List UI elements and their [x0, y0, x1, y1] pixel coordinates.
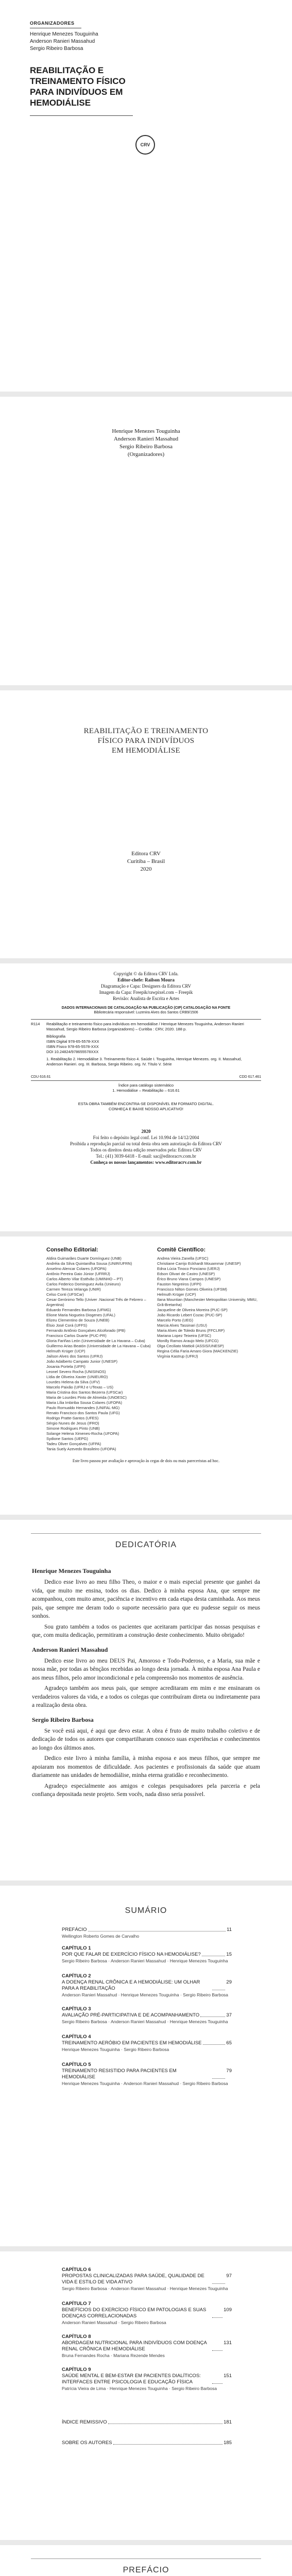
title-line: FÍSICO PARA INDIVÍDUOS [97, 737, 195, 745]
council-member: Simone Rodrigues Pinto (UNB) [46, 1426, 100, 1431]
toc-title-line [62, 2068, 232, 2080]
council-member: Helmuth Krüger (UCP) [157, 1292, 196, 1297]
council-member: Marcia Alves Tassinari (USU) [157, 1323, 207, 1328]
cover-title-line: PARA INDIVÍDUOS EM [30, 87, 123, 97]
dedication-body [32, 1561, 260, 1801]
scientific-council-list [157, 1256, 260, 1359]
legal-deposit: Foi feito o depósito legal conf. Lei 10.994 de 14/12/2004 [93, 1135, 199, 1140]
council-member: Regina Célia Faria Amaro Giora (MACKENZIE) [157, 1349, 238, 1353]
copyright-credits [0, 971, 292, 1002]
toc-authors: Anderson Ranieri Massahud · Henrique Menezes Touguinha · Sergio Ribeiro Barbosa [62, 1992, 229, 1997]
toc-page-number: 79 [226, 2068, 232, 2074]
council-member: Renato Francisco dos Santos Paula (UFG) [46, 1411, 120, 1415]
toc-title-line [62, 1979, 232, 1992]
toc-authors: Wellington Roberto Gomes de Carvalho [62, 1934, 140, 1939]
toc-page-number: 65 [226, 2040, 232, 2046]
cover-page [0, 0, 292, 392]
dedication-paragraph: Agradeço também aos meus pais, que sempre acreditaram em mim e me ensinaram os verdadeiros valores da vida, e a todos os colegas que contribuíram direta ou indiretamente para a realização desta obra. [32, 1685, 260, 1708]
council-member: Lourdes Helena da Silva (UFV) [46, 1380, 100, 1384]
council-member: Ilana Mountian (Manchester Metropolitan University, MMU, Grã-Bretanha) [157, 1297, 257, 1307]
catalog-heading-text: DADOS INTERNACIONAIS DE CATALOGAÇÃO NA PUBLICAÇÃO (CIP) CATALOGAÇÃO NA FONTE [61, 1006, 231, 1010]
publication-year: 2020 [140, 866, 152, 872]
toc-authors: Bruna Fernandes Rocha · Mariana Rezende Mendes [62, 2353, 165, 2358]
toc-title: AVALIAÇÃO PRÉ-PARTICIPATIVA E DE ACOMPANHAMENTO [62, 2012, 200, 2018]
toc-chapter-label: CAPÍTULO 9 [62, 2367, 91, 2372]
toc-title: TREINAMENTO RESISTIDO PARA PACIENTES EM HEMODIÁLISE [62, 2068, 177, 2080]
council-member: Tadeu Oliver Gonçalves (UFPA) [46, 1442, 101, 1446]
doi: DOI 10.24824/978655578XXX [46, 1049, 99, 1054]
toc-entry[interactable] [62, 2062, 232, 2087]
toc-title-line [62, 1952, 232, 1958]
isbn-physical: ISBN Físico 978-65-5578-XXX [46, 1044, 99, 1049]
council-member: Maria Alves de Toledo Bruns (FFCLRP) [157, 1328, 225, 1333]
council-member: Olga Ceciliato Mattioli (ASSIS/UNESP) [157, 1344, 224, 1348]
cip-bibliography: Bibliografia [46, 1034, 66, 1039]
dedication-page [0, 1520, 292, 1880]
council-member: Leonel Severo Rocha (UNISINOS) [46, 1369, 106, 1374]
council-member: Christiane Carrijo Eckhardt Mouammar (UNESP) [157, 1261, 241, 1266]
council-member: Francisco Nilton Gomes Oliveira (UFSM) [157, 1287, 227, 1292]
toc-page-number: 151 [224, 2373, 232, 2379]
toc-leader [212, 2373, 222, 2384]
toc-leader [212, 1979, 225, 1990]
legal-block [0, 1128, 292, 1165]
dedication-paragraph: Sou grato também a todos os pacientes que aceitaram participar das nossas pesquisas e que, com muita dedicação, permitiram a construção deste conhecimento. Muito obrigado! [32, 1623, 260, 1638]
toc-title: ABORDAGEM NUTRICIONAL PARA INDIVÍDUOS COM DOENÇA RENAL CRÔNICA EM HEMODIÁLISE [62, 2340, 207, 2352]
toc-leader [200, 2012, 225, 2017]
toc-authors: Sergio Ribeiro Barbosa · Anderson Ranieri Massahud · Henrique Menezes Touguinha [62, 2286, 228, 2291]
toc-chapter-label: CAPÍTULO 8 [62, 2334, 91, 2340]
dedication-author: Henrique Menezes Touguinha [32, 1567, 111, 1574]
summary-page-2 [0, 2251, 292, 2540]
council-member: Eduardo Fernandes Barbosa (UFMG) [46, 1308, 111, 1312]
index-heading: Índice para catálogo sistemático [118, 1083, 174, 1088]
cdu: CDU 616.61 [31, 1075, 51, 1079]
cip-number: R114 [31, 1022, 40, 1026]
council-member: João Ricardo Lebert Cozac (PUC-SP) [157, 1313, 222, 1317]
cover-organizers [30, 31, 98, 53]
half-title-page [0, 397, 292, 685]
toc-title: SAÚDE MENTAL E BEM-ESTAR EM PACIENTES DIALÍTICOS: INTERFACES ENTRE PSICOLOGIA E EDUCAÇÃO FÍSICA [62, 2373, 201, 2385]
toc-page-number: 37 [226, 2012, 232, 2018]
toc-chapter-label: CAPÍTULO 3 [62, 2006, 91, 2012]
logo-text: CRV [140, 142, 150, 147]
organizers-role: (Organizadores) [127, 451, 165, 457]
toc-leader [88, 1927, 226, 1931]
cover-title [30, 65, 126, 108]
dedication-paragraph: Agradeço especialmente aos amigos e colegas pesquisadores pela parceria e pela confiança depositada neste projeto. Sem vocês, nada disso seria possível. [32, 1783, 260, 1798]
council-member: Edna Lúcia Tinoco Ponciano (UERJ) [157, 1266, 220, 1271]
organizer-name: Anderson Ranieri Massahud [113, 436, 179, 442]
toc-page-number: 181 [224, 2419, 232, 2425]
deposit-year: 2020 [141, 1129, 151, 1134]
council-member: Rodrigo Pratte-Santos (UFES) [46, 1416, 99, 1420]
toc-authors: Patrícia Vieira de Lima · Henrique Menezes Touguinha · Sergio Ribeiro Barbosa [62, 2386, 217, 2391]
council-member: Gloria Fariñas León (Universidade de La Havana – Cuba) [46, 1338, 145, 1343]
council-member: Anselmo Alencar Colares (UFOPA) [46, 1266, 107, 1271]
council-member: Sydione Santos (UEPG) [46, 1436, 88, 1441]
index-entry: 1. Hemodiálise – Reabilitação – 616.61 [112, 1088, 180, 1093]
dedication-author: Anderson Ranieri Massahud [32, 1646, 108, 1653]
toc-leader [113, 2440, 223, 2445]
depositary-text: ESTA OBRA TAMBÉM ENCONTRA-SE DISPONÍVEL EM FORMATO DIGITAL. CONHEÇA E BAIXE NOSSO APLICATIVO! [78, 1101, 214, 1111]
council-member: Jacqueline de Oliveira Moreira (PUC-SP) [157, 1308, 228, 1312]
title-line: EM HEMODIÁLISE [112, 747, 180, 755]
toc-entry[interactable] [62, 2006, 232, 2025]
toc-title: ÍNDICE REMISSIVO [62, 2419, 107, 2425]
toc-title-line [62, 2012, 232, 2019]
cip-body [46, 1022, 252, 1067]
toc-authors: Sergio Ribeiro Barbosa · Anderson Ranieri Massahud · Henrique Menezes Touguinha [62, 1958, 228, 1963]
publisher-city: Curitiba – Brasil [127, 858, 165, 865]
council-member: Edson Olivari de Castro (UNESP) [157, 1272, 215, 1276]
crv-logo-icon [135, 135, 155, 155]
dedication-paragraph: Dedico esse livro ao meu DEUS Pai, Amoroso e Todo-Poderoso, e a Maria, sua mãe e nossa mãe, por todas as bênçãos recebidas ao longo desta jornada. À minha esposa Ana Paula e aos meus filhos, pelo amor incondicional e pela compreensão nos momentos de ausência. [32, 1657, 260, 1681]
council-member: Tania Suely Azevedo Brasileiro (UFOPA) [46, 1447, 116, 1451]
council-member: Monilly Ramos Araujo Melo (UFCG) [157, 1338, 219, 1343]
councils-page [0, 1236, 292, 1515]
toc-leader [108, 2419, 223, 2424]
council-member: Lídia de Oliveira Xavier (UNIEURO) [46, 1375, 108, 1379]
summary-page [0, 1886, 292, 2246]
council-member: Jailson Alves dos Santos (UFRJ) [46, 1354, 103, 1359]
council-member: Marcelo Paixão (UFRJ e UTexas – US) [46, 1385, 114, 1389]
toc-leader [212, 2340, 222, 2351]
toc-entry[interactable] [62, 2367, 232, 2392]
cip-box [31, 1019, 261, 1081]
toc-page-number: 131 [224, 2340, 232, 2346]
toc-title-line [62, 2440, 232, 2446]
toc-entry[interactable] [62, 1945, 232, 1964]
toc-title: SOBRE OS AUTORES [62, 2440, 112, 2446]
council-member: João Adalberto Campato Junior (UNESP) [46, 1359, 117, 1364]
council-member: Antônio Pereira Gaio Júnior (UFRRJ) [46, 1272, 110, 1276]
toc-page-number: 15 [226, 1952, 232, 1957]
toc-title: TREINAMENTO AERÓBIO EM PACIENTES EM HEMODIÁLISE [62, 2040, 202, 2046]
council-member: Francisco Carlos Duarte (PUC-PR) [46, 1333, 107, 1338]
dedication-author: Sergio Ribeiro Barbosa [32, 1716, 94, 1723]
keywords: 1. Reabilitação 2. Hemodiálise 3. Treinamento físico 4. Saúde I. Touguinha, Henrique Menezes. org. II. Massahud, Anderson Ranieri. org. III. Barbosa, Sergio Ribeiro. org. IV. Título V. Série [46, 1057, 242, 1066]
editorial-heading: Conselho Editorial: [46, 1247, 98, 1253]
organizers-label: ORGANIZADORES [30, 21, 75, 26]
review-line: Revisão: Analista de Escrita e Artes [113, 996, 179, 1001]
council-member: Fernando Antônio Gonçalves Alcoforado (IPB) [46, 1328, 126, 1333]
toc-page-number: 109 [224, 2307, 232, 2313]
council-member: Paulo Romualdo Hernandes (UNIFAL-MG) [46, 1405, 120, 1410]
catalog-librarian: Bibliotecária responsável: Luzenira Alves dos Santos CRB9/1506 [94, 1011, 198, 1014]
council-member: Carlos Federico Dominguez Avila (Unieuro) [46, 1282, 121, 1286]
toc-leader [202, 1952, 226, 1956]
toc-leader [212, 2307, 222, 2318]
cover-title-line: TREINAMENTO FÍSICO [30, 76, 126, 86]
toc-entry[interactable] [62, 2301, 232, 2326]
toc-entry[interactable] [62, 1973, 232, 1998]
council-member: Marcelo Porto (UEG) [157, 1318, 194, 1323]
toc-chapter-label: CAPÍTULO 1 [62, 1945, 91, 1951]
preface-top-rule [31, 2558, 261, 2559]
council-member: Solange Helena Ximenes-Rocha (UFOPA) [46, 1431, 119, 1436]
editorial-council-list [46, 1256, 152, 1452]
editor-line: Editor-chefe: Railson Moura [117, 977, 175, 982]
toc-title: A DOENÇA RENAL CRÔNICA E A HEMODIÁLISE: UM OLHAR PARA A REABILITAÇÃO [62, 1979, 200, 1991]
toc-leader [212, 2273, 225, 2284]
council-member: Maria Lília Imbiriba Sousa Colares (UFOPA) [46, 1400, 122, 1405]
council-member: Josania Portela (UFPI) [46, 1364, 85, 1369]
council-member: Andrea Vieira Zanella (UFSC) [157, 1256, 209, 1261]
toc-page-number: 11 [227, 1927, 232, 1933]
toc-page-number: 185 [224, 2440, 232, 2446]
council-member: Aldira Guimarães Duarte Domínguez (UNB) [46, 1256, 122, 1261]
council-member: Élsio José Corá (UFFS) [46, 1323, 88, 1328]
council-member: Virgínia Kastrup (UFRJ) [157, 1354, 198, 1359]
organizer-name: Sergio Ribeiro Barbosa [30, 46, 83, 52]
toc-title-line [62, 2040, 232, 2046]
toc-page-number: 29 [226, 1979, 232, 1985]
toc-title-line [62, 2307, 232, 2319]
toc-chapter-label: CAPÍTULO 6 [62, 2267, 91, 2273]
council-member: Maria de Lourdes Pinto de Almeida (UNOESC) [46, 1395, 127, 1400]
dedication-heading: DEDICATÓRIA [115, 1540, 177, 1549]
dedication-paragraph: Dedico este livro à minha família, à minha esposa e aos meus filhos, que sempre me apoiaram nos momentos de dificuldade. Aos pacientes e profissionais da saúde que atuam diariamente nas unidades de hemodiálise, minha eterna gratidão e reconhecimento. [32, 1755, 260, 1778]
dedication-paragraph: Dedico esse livro ao meu filho Theo, o maior e o mais especial presente que ganhei da vida, que muito me ensina, todos os dias. Dedico à minha esposa Ana, que sempre me acompanhou, com muito amor, paciência e incentivo em cada etapa desta caminhada. Aos meus pais, que sempre me deram todo o suporte necessário para que eu pudesse seguir os meus sonhos. [32, 1579, 260, 1619]
rights-line-2: Todos os direitos desta edição reservados pela: Editora CRV [90, 1147, 202, 1153]
cover-title-line: HEMODIÁLISE [30, 98, 91, 108]
cdd: CDD 617.461 [239, 1075, 261, 1079]
council-member: Carlos Alberto Vilar Estêvão (UMINHO – PT) [46, 1277, 123, 1281]
peer-review-note: Este livro passou por avaliação e aprovação às cegas de dois ou mais pareceristas ad hoc. [72, 1459, 220, 1463]
toc-authors: Henrique Menezes Touguinha · Sergio Ribeiro Barbosa [62, 2047, 169, 2052]
toc-authors: Sergio Ribeiro Barbosa · Anderson Ranieri Massahud · Henrique Menezes Touguinha [62, 2019, 228, 2024]
toc-chapter-label: CAPÍTULO 4 [62, 2034, 91, 2040]
council-member: Celso Conti (UFSCar) [46, 1292, 84, 1297]
toc-title-line [62, 2373, 232, 2385]
council-member: Fauston Negreiros (UFPI) [157, 1282, 201, 1286]
publisher-name: Editora CRV [131, 851, 161, 857]
toc-title: PREFÁCIO [62, 1927, 87, 1933]
toc-entry[interactable] [62, 2440, 232, 2446]
summary-heading: SUMÁRIO [125, 1906, 167, 1915]
title-line: REABILITAÇÃO E TREINAMENTO [83, 727, 209, 735]
scientific-heading: Comitê Científico: [157, 1247, 206, 1253]
cover-title-line: REABILITAÇÃO E [30, 65, 104, 75]
cip-text: Reabilitação e treinamento físico para indivíduos em hemodiálise / Henrique Menezes Touguinha, Anderson Ranieri Massahud, Sergio Ribeiro Barbosa (organizadores) – Curitiba : CRV, 2020. 188 p. [46, 1022, 244, 1031]
toc-chapter-label: CAPÍTULO 7 [62, 2301, 91, 2307]
contact-phone: Tel.: (41) 3039-6418 - E-mail: sac@editoracrv.com.br [96, 1154, 196, 1159]
title-page [0, 690, 292, 958]
council-member: Maria Cristina dos Santos Bezerra (UFSCar) [46, 1390, 123, 1395]
toc-entry[interactable] [62, 2267, 232, 2292]
rights-line: Proibida a reprodução parcial ou total desta obra sem autorização da Editora CRV [70, 1141, 222, 1146]
toc-entry[interactable] [62, 1927, 232, 1939]
organizer-name: Henrique Menezes Touguinha [30, 31, 98, 37]
toc-authors: Anderson Ranieri Massahud · Sergio Ribeiro Barbosa [62, 2320, 166, 2325]
council-member: Elione Maria Nogueira Diogenes (UFAL) [46, 1313, 115, 1317]
toc-title: POR QUE FALAR DE EXERCÍCIO FÍSICO NA HEMODIÁLISE? [62, 1952, 201, 1957]
toc-chapter-label: CAPÍTULO 2 [62, 1973, 91, 1979]
council-member: Carmen Tereza Velanga (UNIR) [46, 1287, 101, 1292]
systematic-index [0, 1083, 292, 1093]
toc-title-line [62, 2340, 232, 2352]
preface-heading: PREFÁCIO [123, 2566, 169, 2574]
council-member: Andréia da Silva Quintanilha Sousa (UNIR/UFRN) [46, 1261, 132, 1266]
title-page-title [0, 726, 292, 756]
toc-title-line [62, 2419, 232, 2426]
isbn-digital: ISBN Digital 978-65-5578-XXX [46, 1039, 99, 1044]
copyright-line: Copyright © da Editora CRV Ltda. [113, 971, 179, 976]
toc-entry[interactable] [62, 2334, 232, 2359]
toc-title-line [62, 1927, 232, 1933]
toc-leader [203, 2040, 226, 2045]
publisher-block [0, 850, 292, 873]
table-of-contents-continued [0, 2267, 292, 2535]
half-title-organizers [0, 428, 292, 459]
council-member: Guillermo Arias Beatón (Universidade de La Havana – Cuba) [46, 1344, 151, 1348]
cover-image-line: Imagem da Capa: Freepik/rawpixel.com – Freepik [99, 990, 193, 995]
council-member: Érico Bruno Viana Campos (UNESP) [157, 1277, 221, 1281]
council-member: Sérgio Nunes de Jesus (IFRO) [46, 1421, 99, 1426]
organizer-name: Anderson Ranieri Massahud [30, 39, 95, 44]
website-link[interactable]: Conheça os nossos lançamentos: www.editoracrv.com.br [90, 1160, 202, 1165]
dedication-paragraph: Se você está aqui, é aqui que devo estar. A obra é fruto de muito trabalho coletivo e de dedicação de todos os autores que compartilharam conosco suas experiências e conhecimentos ao longo dos últimos anos. [32, 1727, 260, 1751]
toc-title: BENEFÍCIOS DO EXERCÍCIO FÍSICO EM PATOLOGIAS E SUAS DOENÇAS CORRELACIONADAS [62, 2307, 207, 2319]
toc-entry[interactable] [62, 2419, 232, 2426]
toc-chapter-label: CAPÍTULO 5 [62, 2062, 91, 2067]
catalog-heading [31, 1006, 261, 1015]
organizer-name: Henrique Menezes Touguinha [112, 428, 180, 434]
table-of-contents [0, 1927, 292, 2236]
depositary-block [77, 1101, 215, 1112]
toc-title: PROPOSTAS CLINICALIZADAS PARA SAÚDE, QUALIDADE DE VIDA E ESTILO DE VIDA ATIVO [62, 2273, 204, 2285]
toc-entry[interactable] [62, 2034, 232, 2053]
copyright-page [0, 963, 292, 1231]
council-member: Cesar Gerónimo Tello (Univer .Nacional Três de Febrero – Argentina) [46, 1297, 146, 1307]
diagram-line: Diagramação e Capa: Designers da Editora CRV [100, 984, 192, 989]
council-member: Helmuth Krüger (UCP) [46, 1349, 85, 1353]
toc-leader [212, 2068, 225, 2079]
council-member: Mariana Lopez Teixeira (UFSC) [157, 1333, 211, 1338]
toc-authors: Henrique Menezes Touguinha · Anderson Ranieri Massahud · Sergio Ribeiro Barbosa [62, 2081, 228, 2086]
organizer-name: Sergio Ribeiro Barbosa [119, 444, 173, 450]
council-member: Elizeu Clementino de Souza (UNEB) [46, 1318, 110, 1323]
preface-page [0, 2545, 292, 2576]
cover-title-rule [30, 115, 133, 116]
toc-title-line [62, 2273, 232, 2285]
dedication-top-rule [31, 1533, 261, 1534]
toc-page-number: 97 [226, 2273, 232, 2279]
